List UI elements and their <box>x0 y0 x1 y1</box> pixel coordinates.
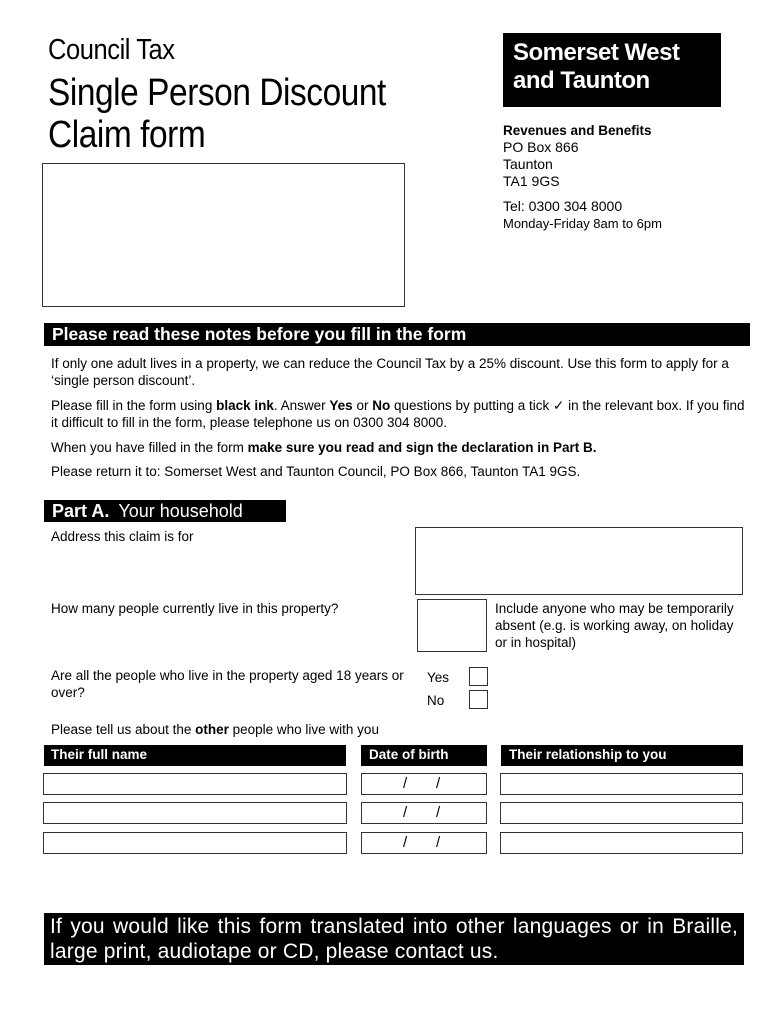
contact-dept: Revenues and Benefits <box>503 123 652 138</box>
contact-address2: Taunton <box>503 156 553 172</box>
notes-paragraph-3 <box>51 439 746 456</box>
notes-paragraph-1: If only one adult lives in a property, we can reduce the Council Tax by a 25% discount. Use this form to apply for a ‘single person discount’. <box>51 356 729 388</box>
part-a-label: Part A. <box>52 501 110 521</box>
no-checkbox[interactable] <box>469 690 488 709</box>
part-a-title: Your household <box>118 501 243 521</box>
notes-p3-b: make sure you read and sign the declaration in Part B. <box>247 440 597 455</box>
notes-p2-g: questions by putting a tick ✓ in the relevant box. If you find it difficult to fill in the form, please telephone us on 0300 304 8000. <box>51 398 745 430</box>
dob-slash: / <box>403 834 408 851</box>
name-input-3[interactable] <box>43 832 347 854</box>
yes-label: Yes <box>427 670 450 685</box>
logo-line1: Somerset West <box>513 39 680 66</box>
col-header-relationship-text: Their relationship to you <box>509 747 667 762</box>
notes-p2-c: . Answer <box>273 398 330 413</box>
other-people-c: people who live with you <box>228 722 379 737</box>
col-header-name-text: Their full name <box>51 747 148 762</box>
other-people-b: other <box>195 722 229 737</box>
relationship-input-3[interactable] <box>500 832 743 854</box>
dob-slash: / <box>403 775 408 792</box>
contact-block <box>503 122 662 232</box>
people-count-question: How many people currently live in this property? <box>51 601 339 616</box>
notes-heading <box>44 323 750 346</box>
name-input-2[interactable] <box>43 802 347 824</box>
notes-paragraph-4: Please return it to: Somerset West and Taunton Council, PO Box 866, Taunton TA1 9GS. <box>51 464 581 479</box>
notes-p2-e: or <box>352 398 373 413</box>
form-kicker: Council Tax <box>48 34 175 66</box>
notes-p2-b: black ink <box>216 398 274 413</box>
name-input-1[interactable] <box>43 773 347 795</box>
relationship-input-1[interactable] <box>500 773 743 795</box>
contact-address1: PO Box 866 <box>503 139 579 155</box>
page-title-line2: Claim form <box>48 114 206 156</box>
dob-slash: / <box>436 775 441 792</box>
col-header-name <box>44 745 346 766</box>
logo-line2: and Taunton <box>513 67 650 94</box>
col-header-relationship <box>501 745 743 766</box>
address-question: Address this claim is for <box>51 529 194 544</box>
contact-tel: Tel: 0300 304 8000 <box>503 198 623 214</box>
dob-input-2[interactable] <box>361 802 487 824</box>
dob-slash: / <box>403 804 408 821</box>
notes-p2-a: Please fill in the form using <box>51 398 217 413</box>
yes-checkbox[interactable] <box>469 667 488 686</box>
notes-paragraph-2 <box>51 397 746 431</box>
reference-box[interactable] <box>42 163 405 307</box>
relationship-input-2[interactable] <box>500 802 743 824</box>
col-header-dob <box>361 745 487 766</box>
contact-hours: Monday-Friday 8am to 6pm <box>503 216 662 231</box>
notes-p2-d: Yes <box>329 398 353 413</box>
dob-input-3[interactable] <box>361 832 487 854</box>
adults-question: Are all the people who live in the property aged 18 years or over? <box>51 668 404 700</box>
page-title-line1: Single Person Discount <box>48 72 386 114</box>
no-label: No <box>427 693 445 708</box>
people-count-input[interactable] <box>417 599 487 652</box>
notes-p3-a: When you have filled in the form <box>51 440 248 455</box>
notes-p2-f: No <box>372 398 391 413</box>
translation-notice <box>44 913 744 965</box>
part-a-heading <box>44 500 286 522</box>
notes-heading-text: Please read these notes before you fill in the form <box>52 324 467 344</box>
address-input[interactable] <box>415 527 743 595</box>
translation-notice-text: If you would like this form translated into other languages or in Braille, large print, audiotape or CD, please contact us. <box>50 915 738 963</box>
contact-address3: TA1 9GS <box>503 173 560 189</box>
people-count-hint: Include anyone who may be temporarily absent (e.g. is working away, on holiday or in hospital) <box>495 601 734 650</box>
other-people-a: Please tell us about the <box>51 722 196 737</box>
col-header-dob-text: Date of birth <box>369 747 449 762</box>
dob-slash: / <box>436 804 441 821</box>
council-logo <box>503 33 721 107</box>
dob-slash: / <box>436 834 441 851</box>
other-people-prompt <box>51 721 379 738</box>
dob-input-1[interactable] <box>361 773 487 795</box>
